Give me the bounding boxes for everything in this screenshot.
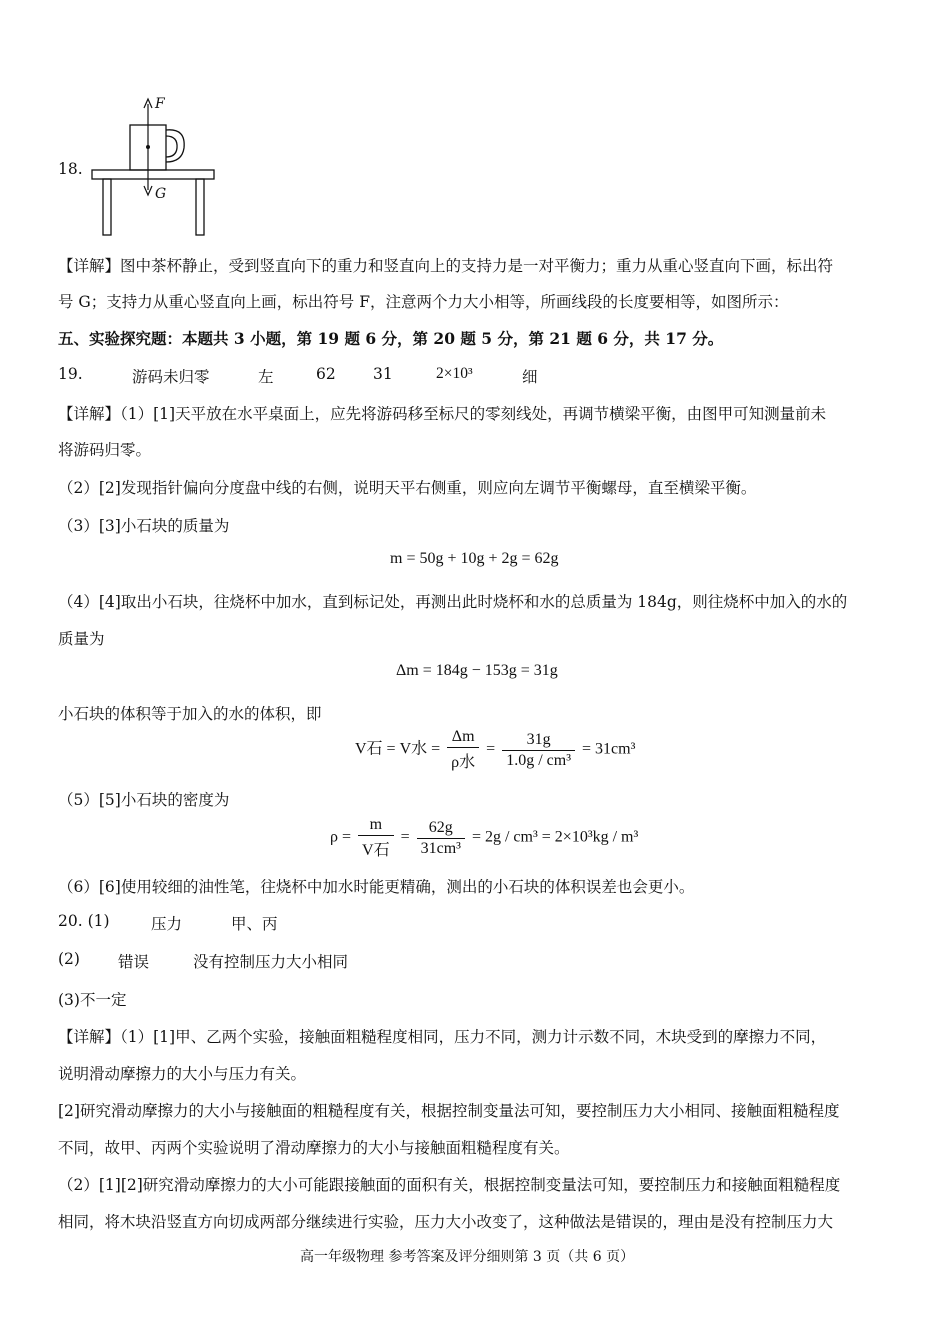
q19-answer-5: 2×10³ xyxy=(436,365,473,382)
q20-detail-4: 不同，故甲、丙两个实验说明了滑动摩擦力的大小与接触面粗糙程度有关。 xyxy=(58,1139,570,1157)
q19-detail-3: （2）[2]发现指针偏向分度盘中线的右侧，说明天平右侧重，则应向左调节平衡螺母，直至横梁平衡。 xyxy=(58,479,757,497)
q19-detail-6: 质量为 xyxy=(58,630,105,648)
force-f-label: F xyxy=(155,96,165,112)
q19-detail-8: （5）[5]小石块的密度为 xyxy=(58,791,230,809)
q19-detail-2: 将游码归零。 xyxy=(58,441,152,459)
q19-answer-3: 62 xyxy=(316,365,336,383)
q18-number: 18. xyxy=(58,160,83,178)
section5-heading: 五、实验探究题：本题共 3 小题，第 19 题 6 分，第 20 题 5 分，第 21 题 6 分，共 17 分。 xyxy=(58,329,724,348)
cup-on-table-figure xyxy=(88,96,223,238)
q20-detail-2: 说明滑动摩擦力的大小与压力有关。 xyxy=(58,1065,307,1083)
page-footer: 高一年级物理 参考答案及评分细则第 3 页（共 6 页） xyxy=(300,1249,635,1265)
q20-detail-1: 【详解】（1）[1]甲、乙两个实验，接触面粗糙程度相同，压力不同，测力计示数不同，木块受到的摩擦力不同， xyxy=(58,1028,827,1046)
equation-density: ρ = $\frac{m}{\text{V石}}$ = $\frac{62g}{\text{31cm³}}$ = 2g / cm³ = 2×10³kg / m³ xyxy=(330,816,639,859)
q19-detail-1: 【详解】（1）[1]天平放在水平桌面上，应先将游码移至标尺的零刻线处，再调节横梁平衡，由图甲可知测量前未 xyxy=(58,405,827,423)
q20-row1-answer1: 压力 xyxy=(151,915,183,933)
q20-detail-5: （2）[1][2]研究滑动摩擦力的大小可能跟接触面的面积有关，根据控制变量法可知，要控制压力和接触面粗糙程度 xyxy=(58,1176,841,1194)
q20-row1-answer2: 甲、丙 xyxy=(231,915,278,933)
q19-answer-4: 31 xyxy=(373,365,393,383)
q20-row2-answer1: 错误 xyxy=(118,953,150,971)
equation-delta-mass: Δm = 184g − 153g = 31g xyxy=(396,662,558,679)
q20-detail-3: [2]研究滑动摩擦力的大小与接触面的粗糙程度有关，根据控制变量法可知，要控制压力大小相同、接触面粗糙程度 xyxy=(58,1102,840,1120)
q19-answer-6: 细 xyxy=(522,368,538,386)
q19-answer-2: 左 xyxy=(258,368,274,386)
q19-detail-9: （6）[6]使用较细的油性笔，往烧杯中加水时能更精确，测出的小石块的体积误差也会更小。 xyxy=(58,878,695,896)
q19-answer-1: 游码未归零 xyxy=(132,368,210,386)
q20-row2-answer2: 没有控制压力大小相同 xyxy=(193,953,349,971)
q19-detail-5: （4）[4]取出小石块，往烧杯中加水，直到标记处，再测出此时烧杯和水的总质量为 184g，则往烧杯中加入的水的 xyxy=(58,593,848,611)
equation-mass: m = 50g + 10g + 2g = 62g xyxy=(390,550,559,567)
q20-row1-num: 20. (1) xyxy=(58,912,110,930)
q19-detail-4: （3）[3]小石块的质量为 xyxy=(58,517,230,535)
force-g-label: G xyxy=(155,186,167,202)
q19-detail-7: 小石块的体积等于加入的水的体积，即 xyxy=(58,705,322,723)
q20-detail-6: 相同，将木块沿竖直方向切成两部分继续进行实验，压力大小改变了，这种做法是错误的，理由是没有控制压力大 xyxy=(58,1213,834,1231)
equation-volume: V石 = V水 = $\frac{\Delta m}{\text{ρ水}}$ = $\frac{31g}{\text{1.0g / cm³}}$ = 31cm³ xyxy=(355,728,636,771)
q18-detail-line1: 【详解】图中茶杯静止，受到竖直向下的重力和竖直向上的支持力是一对平衡力；重力从重心竖直向下画，标出符 xyxy=(58,257,834,275)
q18-detail-line2: 号 G；支持力从重心竖直向上画，标出符号 F，注意两个力大小相等，所画线段的长度要相等，如图所示： xyxy=(58,293,789,311)
q20-row3: (3)不一定 xyxy=(58,991,127,1009)
q19-number: 19. xyxy=(58,365,83,383)
q20-row2-num: (2) xyxy=(58,950,80,968)
